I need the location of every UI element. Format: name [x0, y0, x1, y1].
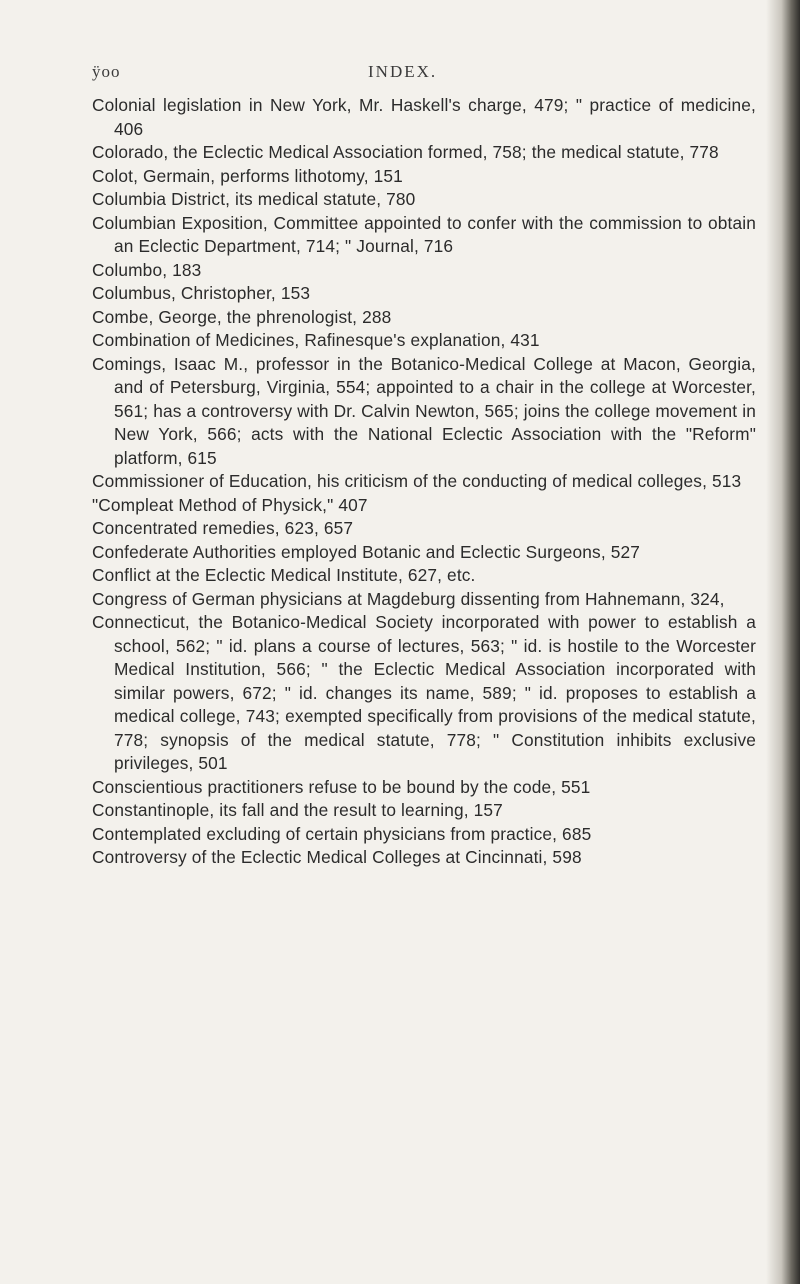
index-entry: Contemplated excluding of certain physicians from practice, 685 — [92, 823, 592, 844]
page-number: ÿoo — [92, 62, 121, 81]
index-entry: Columbo, 183 — [92, 259, 202, 280]
running-head: INDEX. — [368, 62, 438, 81]
index-entry: Concentrated remedies, 623, 657 — [92, 518, 354, 538]
index-entry: Combe, George, the phrenologist, 288 — [92, 306, 392, 327]
index-entry: Combination of Medicines, Rafinesque's explanation, 431 — [92, 330, 540, 350]
index-entry: Comings, Isaac M., professor in the Botanico-Medical College at Macon, Georgia, and of Petersburg, Virginia, 554; appointed to a chair in the college at Worcester, 561; has a controversy with Dr. Calvin Newton, 565; joins the college movement in New York, 566; acts with the National Eclectic Association with the "Reform" platform, 615 — [92, 353, 756, 468]
index-entry: Columbus, Christopher, 153 — [92, 283, 311, 303]
index-entry: Congress of German physicians at Magdeburg dissenting from Hahnemann, 324, — [92, 588, 725, 609]
page-edge-shadow — [766, 0, 800, 1284]
index-entry: Conflict at the Eclectic Medical Institute, 627, etc. — [92, 565, 476, 585]
index-entry: "Compleat Method of Physick," 407 — [92, 494, 368, 515]
page-header — [0, 62, 800, 86]
index-entry: Colonial legislation in New York, Mr. Haskell's charge, 479; " practice of medicine, 406 — [92, 95, 756, 139]
index-entry: Columbian Exposition, Committee appointed to confer with the commission to obtain an Eclectic Department, 714; " Journal, 716 — [92, 212, 756, 256]
index-entry: Colorado, the Eclectic Medical Association formed, 758; the medical statute, 778 — [92, 142, 719, 162]
index-entry: Constantinople, its fall and the result to learning, 157 — [92, 800, 503, 820]
index-entry: Commissioner of Education, his criticism of the conducting of medical colleges, 513 — [92, 471, 742, 491]
index-entry: Conscientious practitioners refuse to be bound by the code, 551 — [92, 776, 591, 797]
index-entry: Confederate Authorities employed Botanic and Eclectic Surgeons, 527 — [92, 541, 641, 562]
index-entry: Controversy of the Eclectic Medical Colleges at Cincinnati, 598 — [92, 847, 582, 867]
index-entries — [92, 94, 756, 870]
index-entry: Columbia District, its medical statute, 780 — [92, 189, 416, 209]
index-entry: Connecticut, the Botanico-Medical Society incorporated with power to establish a school, 562; " id. plans a course of lectures, 563; " id. is hostile to the Worcester Medical Institution, 566; " the Eclectic Medical Association incorporated with similar powers, 672; " id. changes its name, 589; " id. proposes to establish a medical college, 743; exempted specifically from provisions of the medical statute, 778; synopsis of the medical statute, 778; " Constitution inhibits exclusive privileges, 501 — [92, 612, 756, 773]
index-entry: Colot, Germain, performs lithotomy, 151 — [92, 165, 403, 186]
